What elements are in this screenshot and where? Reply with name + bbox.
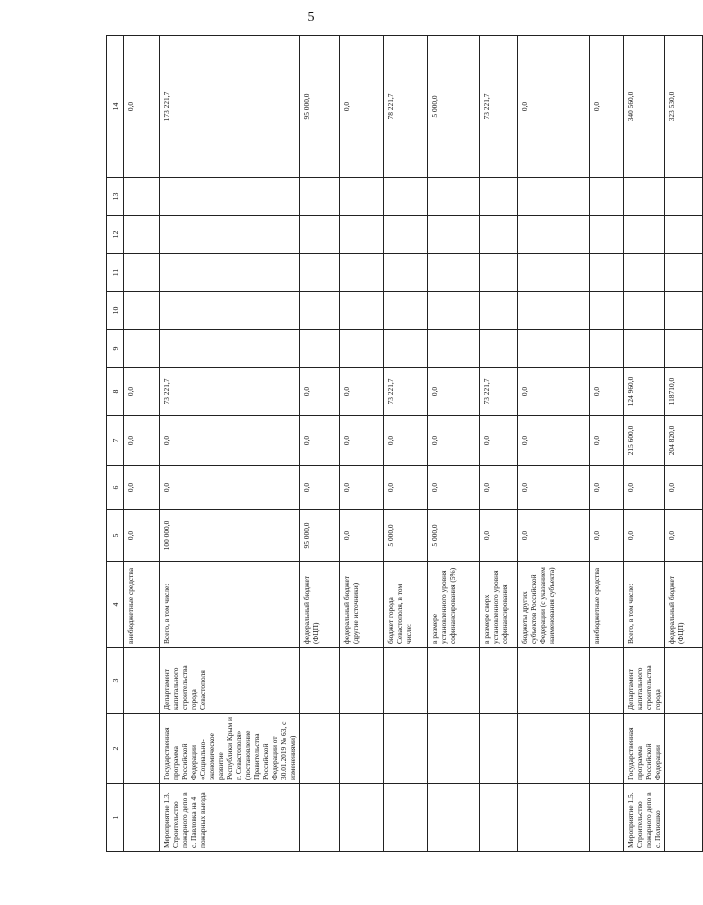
value-cell: 0,0 [300,416,340,466]
event-cell [590,784,624,852]
event-cell [124,784,160,852]
program-cell [518,714,590,784]
value-cell [428,292,480,330]
value-cell [624,178,665,216]
program-cell [300,714,340,784]
value-cell [384,216,428,254]
value-cell [160,254,300,292]
source-cell: федеральный бюджет (ФЦП) [300,562,340,648]
value-cell: 0,0 [124,368,160,416]
column-number-12: 12 [107,216,124,254]
event-cell [340,784,384,852]
value-cell: 0,0 [480,466,518,510]
value-cell: 0,0 [340,466,384,510]
column-number-5: 5 [107,510,124,562]
value-cell: 73 221,7 [384,368,428,416]
value-cell [480,178,518,216]
value-cell: 0,0 [384,416,428,466]
table-row [590,36,624,852]
value-cell [340,330,384,368]
value-cell: 5 000,0 [428,36,480,178]
value-cell [518,292,590,330]
value-cell [480,254,518,292]
value-cell [428,178,480,216]
value-cell: 95 000,0 [300,36,340,178]
source-cell: федеральный бюджет (ФЦП) [665,562,703,648]
value-cell: 0,0 [124,36,160,178]
value-cell [518,330,590,368]
column-number-6: 6 [107,466,124,510]
value-cell [340,178,384,216]
value-cell [384,178,428,216]
source-cell: бюджет города Севастополя, в том числе: [384,562,428,648]
value-cell [518,178,590,216]
table-row [384,36,428,852]
value-cell: 124 960,0 [624,368,665,416]
executor-cell [590,648,624,714]
program-cell [665,714,703,784]
value-cell [160,178,300,216]
value-cell: 73 221,7 [160,368,300,416]
value-cell: 0,0 [124,466,160,510]
value-cell [300,330,340,368]
value-cell: 78 221,7 [384,36,428,178]
value-cell [300,178,340,216]
value-cell [590,330,624,368]
value-cell [665,178,703,216]
value-cell: 0,0 [480,416,518,466]
value-cell: 118710,0 [665,368,703,416]
rotated-table-wrapper [106,36,685,852]
value-cell: 73 221,7 [480,368,518,416]
value-cell [428,254,480,292]
executor-cell [340,648,384,714]
value-cell [300,216,340,254]
value-cell: 0,0 [518,36,590,178]
source-cell: в размере установленного уровня софинансирования (5%) [428,562,480,648]
value-cell: 0,0 [624,466,665,510]
value-cell [624,254,665,292]
source-cell: бюджеты других субъектов Российской Федерации (с указанием наименования субъекта) [518,562,590,648]
value-cell: 0,0 [384,466,428,510]
event-cell: Мероприятие 1.5. Строительство пожарного депо в с. Полюшко [624,784,665,852]
value-cell [624,216,665,254]
value-cell [124,292,160,330]
value-cell [160,292,300,330]
column-number-2: 2 [107,714,124,784]
value-cell: 0,0 [518,510,590,562]
value-cell: 5 000,0 [428,510,480,562]
value-cell: 0,0 [590,466,624,510]
source-cell: Всего, в том числе: [160,562,300,648]
value-cell: 0,0 [340,416,384,466]
executor-cell [124,648,160,714]
value-cell [590,178,624,216]
executor-cell: Департамент капитального строительства города [624,648,665,714]
source-cell: внебюджетные средства [124,562,160,648]
value-cell [340,216,384,254]
value-cell: 0,0 [340,368,384,416]
value-cell: 204 820,0 [665,416,703,466]
value-cell [124,330,160,368]
value-cell [480,330,518,368]
value-cell: 0,0 [160,416,300,466]
value-cell: 0,0 [428,416,480,466]
table-row [428,36,480,852]
program-cell [340,714,384,784]
value-cell [590,216,624,254]
executor-cell [518,648,590,714]
value-cell [124,216,160,254]
value-cell: 5 000,0 [384,510,428,562]
executor-cell [384,648,428,714]
value-cell: 0,0 [428,368,480,416]
value-cell [384,292,428,330]
value-cell [665,292,703,330]
executor-cell [300,648,340,714]
value-cell: 0,0 [300,368,340,416]
value-cell: 0,0 [518,466,590,510]
value-cell: 173 221,7 [160,36,300,178]
program-cell [480,714,518,784]
column-number-3: 3 [107,648,124,714]
value-cell [590,254,624,292]
value-cell: 0,0 [590,416,624,466]
program-cell [428,714,480,784]
value-cell [624,330,665,368]
value-cell: 323 530,0 [665,36,703,178]
program-cell [124,714,160,784]
program-cell [384,714,428,784]
value-cell [480,292,518,330]
program-cell [590,714,624,784]
value-cell [665,254,703,292]
table-row [160,36,300,852]
value-cell: 100 000,0 [160,510,300,562]
program-cell: Государственная программа Российской Федерации «Социально-экономическое развитие Республики Крым и г. Севастополя» (постановление Правительства Российской Федерации от 30.01.2019 № 63, с изменениями) [160,714,300,784]
value-cell: 0,0 [300,466,340,510]
value-cell [590,292,624,330]
executor-cell [428,648,480,714]
value-cell [300,254,340,292]
table-row [340,36,384,852]
value-cell [160,216,300,254]
event-cell [518,784,590,852]
header-row [107,36,124,852]
event-cell [384,784,428,852]
event-cell [480,784,518,852]
column-number-8: 8 [107,368,124,416]
value-cell: 0,0 [124,510,160,562]
value-cell: 0,0 [590,368,624,416]
value-cell: 215 600,0 [624,416,665,466]
event-cell [428,784,480,852]
budget-table [106,35,703,852]
value-cell: 73 221,7 [480,36,518,178]
value-cell [384,330,428,368]
value-cell [124,254,160,292]
value-cell: 0,0 [340,510,384,562]
value-cell [428,216,480,254]
column-number-14: 14 [107,36,124,178]
value-cell: 0,0 [480,510,518,562]
executor-cell [665,648,703,714]
column-number-7: 7 [107,416,124,466]
value-cell: 0,0 [665,510,703,562]
column-number-13: 13 [107,178,124,216]
value-cell: 0,0 [340,36,384,178]
value-cell [518,216,590,254]
source-cell: федеральный бюджет (другие источники) [340,562,384,648]
value-cell: 0,0 [124,416,160,466]
table-row [518,36,590,852]
table-row [480,36,518,852]
source-cell: в размере сверх установленного уровня софинансирования [480,562,518,648]
executor-cell: Департамент капитального строительства города Севастополя [160,648,300,714]
value-cell: 340 560,0 [624,36,665,178]
value-cell [518,254,590,292]
page-number: 5 [307,10,315,25]
value-cell: 0,0 [518,416,590,466]
value-cell [384,254,428,292]
program-cell: Государственная программа Российской Федерации [624,714,665,784]
value-cell [624,292,665,330]
source-cell: внебюджетные средства [590,562,624,648]
column-number-1: 1 [107,784,124,852]
value-cell: 0,0 [428,466,480,510]
value-cell [300,292,340,330]
value-cell: 0,0 [624,510,665,562]
event-cell [665,784,703,852]
executor-cell [480,648,518,714]
value-cell: 0,0 [665,466,703,510]
table-row [624,36,665,852]
table-row [300,36,340,852]
column-number-9: 9 [107,330,124,368]
value-cell: 0,0 [590,510,624,562]
value-cell [340,292,384,330]
value-cell [340,254,384,292]
column-number-10: 10 [107,292,124,330]
value-cell: 0,0 [590,36,624,178]
event-cell [300,784,340,852]
value-cell [124,178,160,216]
table-row [665,36,703,852]
value-cell: 95 000,0 [300,510,340,562]
value-cell [665,216,703,254]
table-row [124,36,160,852]
event-cell: Мероприятие 1.3. Строительство пожарного депо в с. Павловка на 4 пожарных выезда [160,784,300,852]
value-cell: 0,0 [160,466,300,510]
source-cell: Всего, в том числе: [624,562,665,648]
value-cell: 0,0 [518,368,590,416]
value-cell [160,330,300,368]
column-number-4: 4 [107,562,124,648]
value-cell [480,216,518,254]
value-cell [428,330,480,368]
value-cell [665,330,703,368]
column-number-11: 11 [107,254,124,292]
